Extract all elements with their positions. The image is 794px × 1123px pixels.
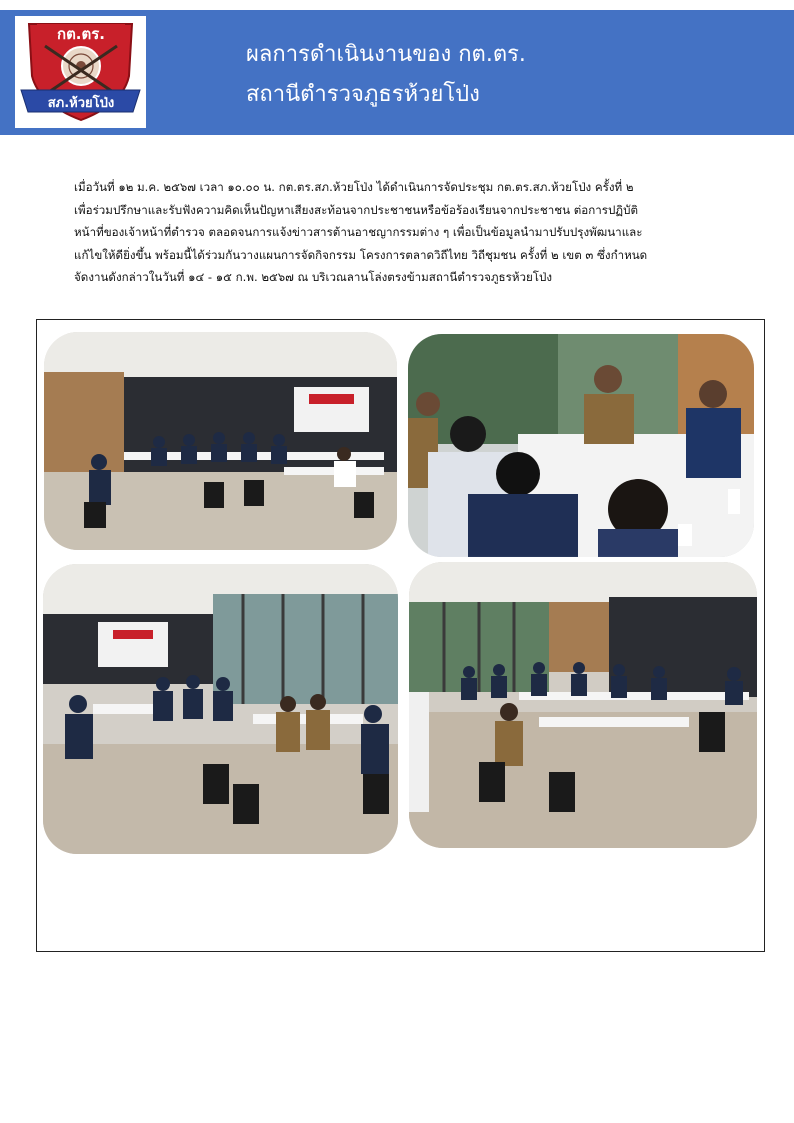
paragraph-line: หน้าที่ของเจ้าหน้าที่ตำรวจ ตลอดจนการแจ้งข่าวสารต้านอาชญากรรมต่าง ๆ เพื่อเป็นข้อมูลนำมาปรับปรุงพัฒนาและ [74,225,643,240]
meeting-officer-speaking-photo [408,334,754,557]
meeting-room-window-photo [409,562,757,848]
logo [15,16,146,128]
meeting-room-screen-photo [43,564,398,854]
meeting-room-wide-photo [44,332,397,550]
report-paragraph [74,176,734,289]
header-banner [0,10,794,135]
paragraph-line: เมื่อวันที่ ๑๒ ม.ค. ๒๕๖๗ เวลา ๑๐.๐๐ น. กต.ตร.สภ.ห้วยโป่ง ได้ดำเนินการจัดประชุม กต.ตร.สภ.ห้วยโป่ง ครั้งที่ ๒ [74,180,634,194]
page-subtitle: สถานีตำรวจภูธรห้วยโป่ง [246,82,480,107]
paragraph-line: จัดงานดังกล่าวในวันที่ ๑๔ - ๑๕ ก.พ. ๒๕๖๗ ณ บริเวณลานโล่งตรงข้ามสถานีตำรวจภูธรห้วยโป่ง [74,270,553,285]
photo-collage-frame [36,319,765,952]
logo-bottom-text: สภ.ห้วยโป่ง [47,96,115,111]
paragraph-line: เพื่อร่วมปรึกษาและรับฟังความคิดเห็นปัญหาเสียงสะท้อนจากประชาชนหรือข้อร้องเรียนจากประชาชน ต่อการปฏิบัติ [74,202,638,217]
police-committee-shield-logo [15,16,146,128]
paragraph-line: แก้ไขให้ดียิ่งขึ้น พร้อมนี้ได้ร่วมกันวางแผนการจัดกิจกรรม โครงการตลาดวิถีไทย วิถีชุมชน ครั้งที่ ๒ เขต ๓ ซึ่งกำหนด [74,247,648,262]
page-title: ผลการดำเนินงานของ กต.ตร. [246,42,526,67]
logo-top-text: กต.ตร. [56,25,106,43]
